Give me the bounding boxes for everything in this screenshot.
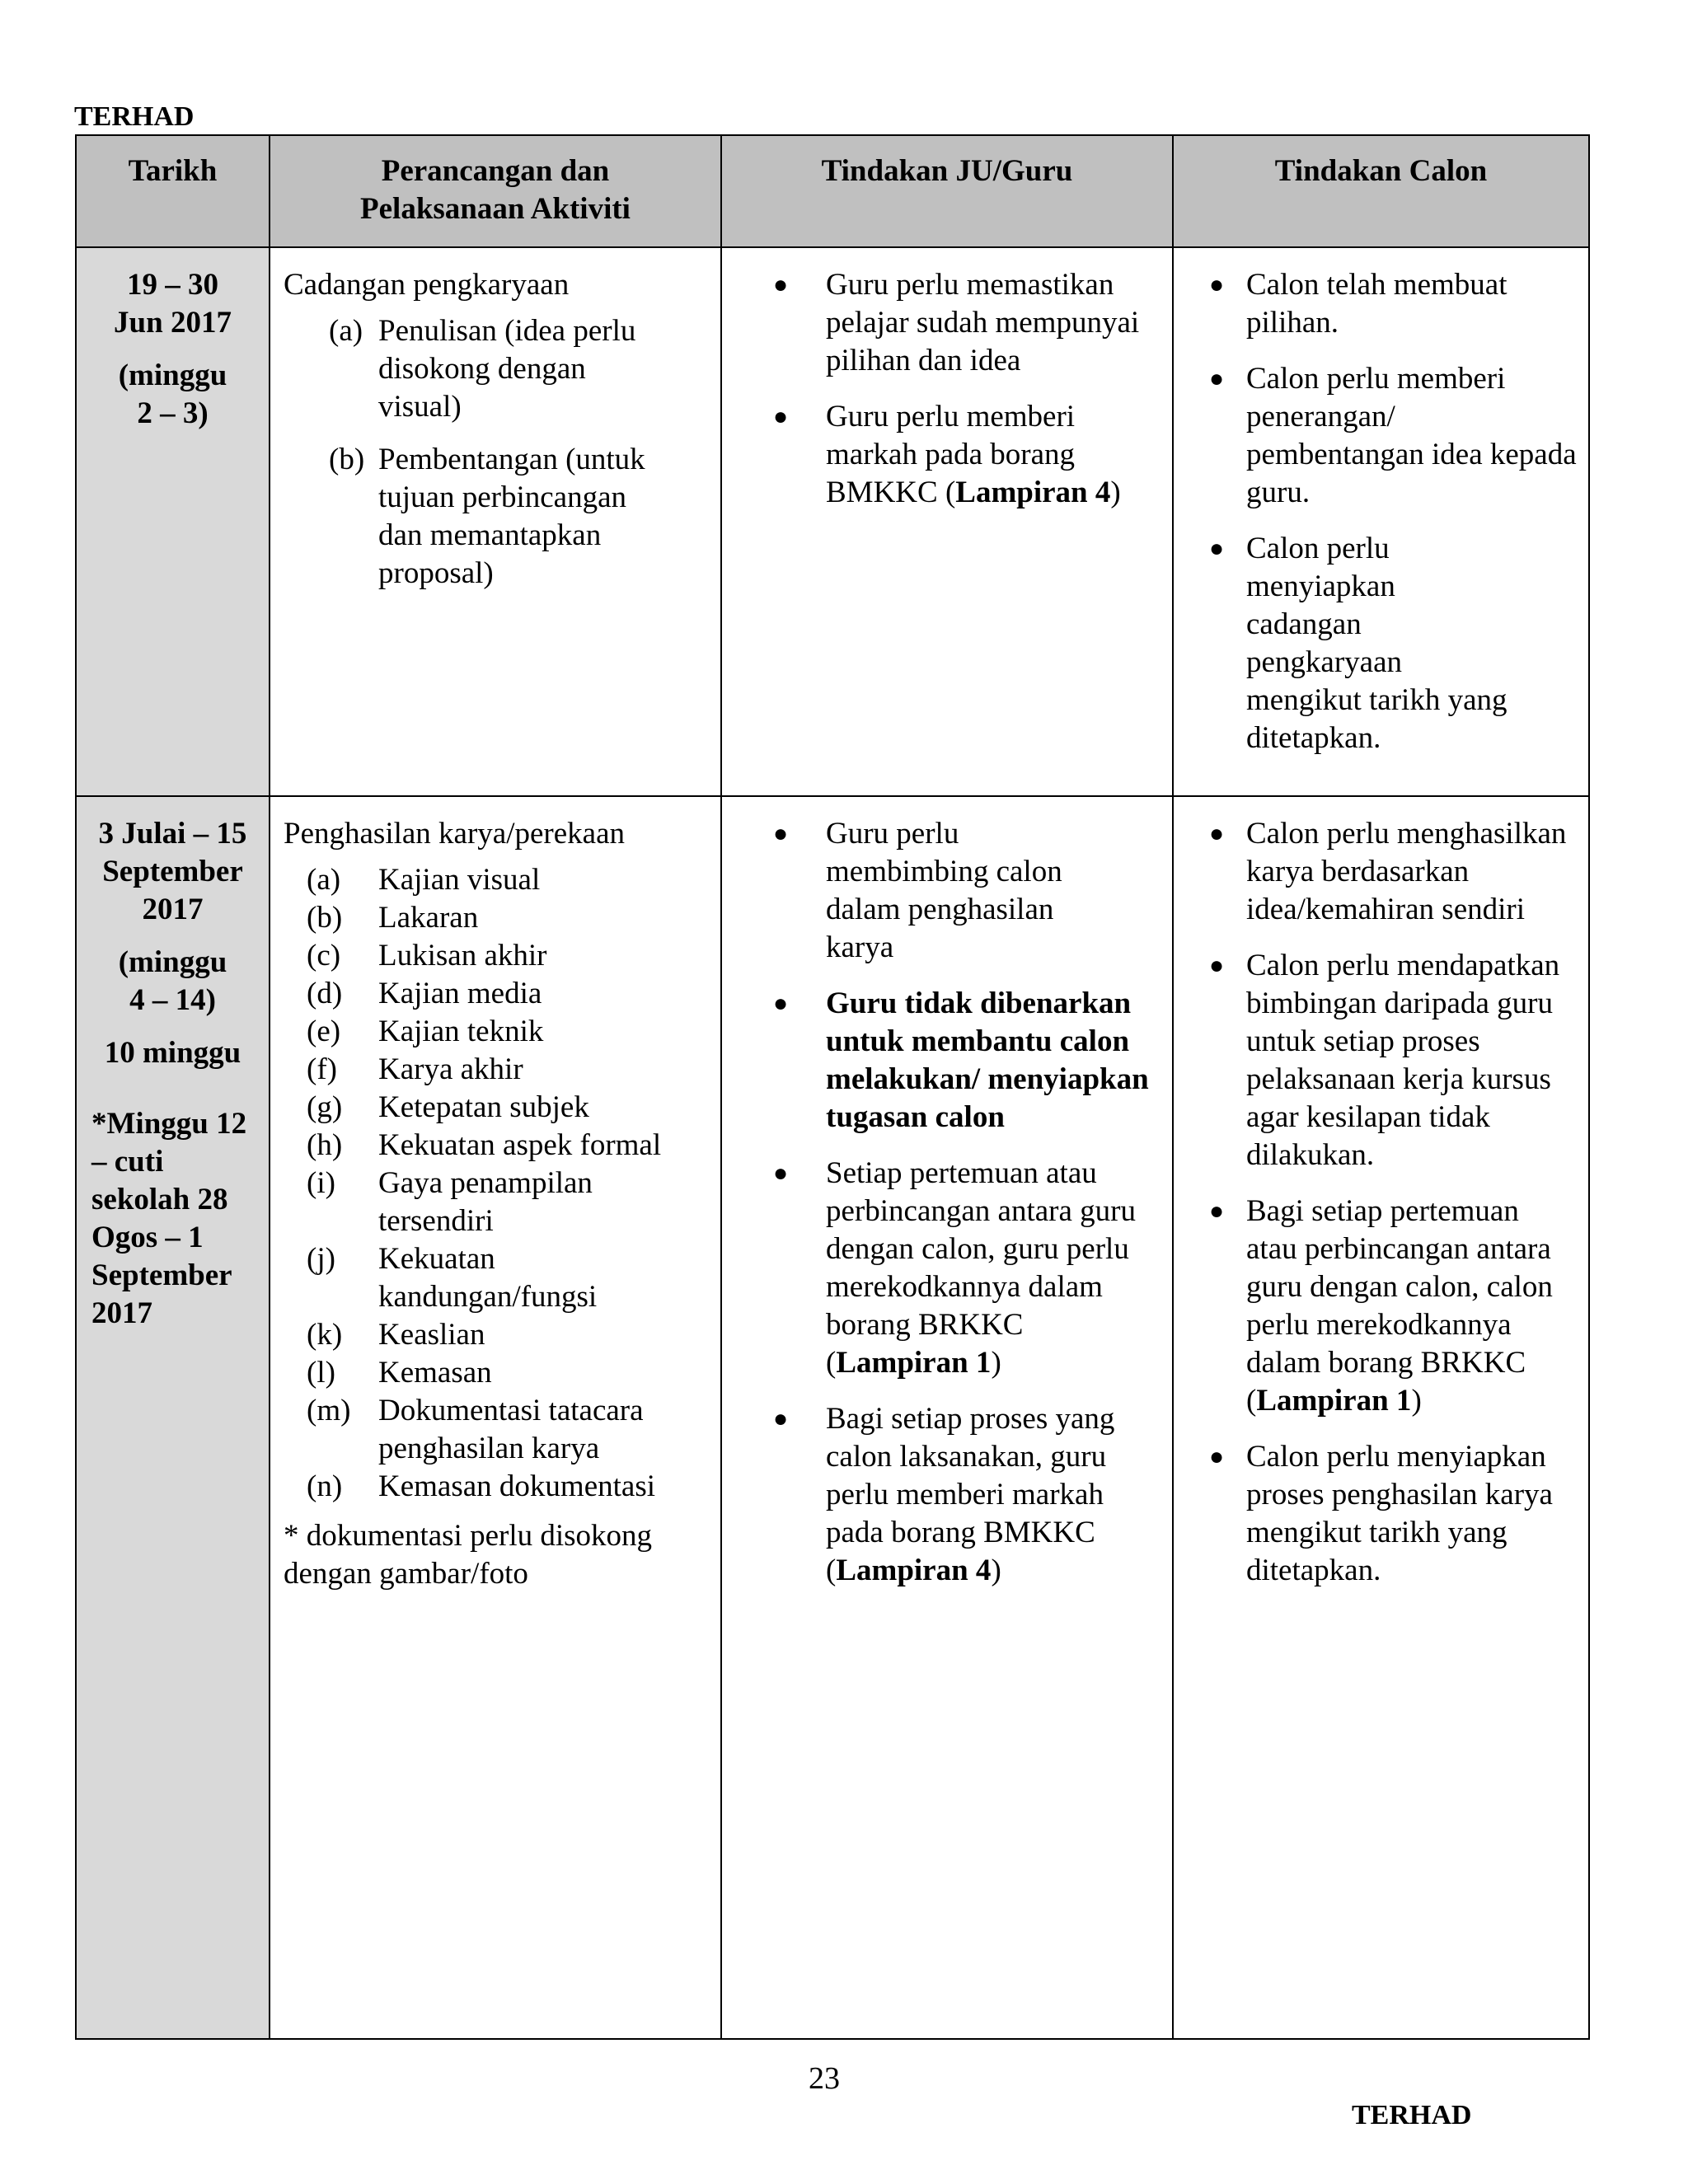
plan-title: Penghasilan karya/perekaan [284,817,626,851]
plan-item-list [284,312,709,593]
bullet-icon: ● [1208,1197,1225,1225]
bullet-icon: ● [1208,1443,1225,1470]
classification-header: TERHAD [74,101,195,132]
list-item: (i) Gaya penampilan tersendiri [307,1166,593,1238]
documentation-note: * dokumentasi perlu disokong dengan gambar/foto [284,1519,653,1591]
bullet-icon: ● [772,990,789,1017]
list-item: ● Bagi setiap pertemuan atau perbincangan antara guru dengan calon, calon perlu merekodkannya dalam borang BRKKC (Lampiran 1) [1187,1193,1577,1420]
list-item: (b) Pembentangan (untuk tujuan perbincangan dan memantapkan proposal) [329,443,645,590]
bullet-icon: ● [1208,820,1225,847]
table-header-row [76,135,1589,247]
list-item: (n) Kemasan dokumentasi [307,1469,655,1503]
bullet-icon: ● [772,271,789,298]
schedule-table [75,134,1590,2040]
list-item: (f) Karya akhir [307,1052,523,1086]
list-item: (l) Kemasan [307,1356,492,1390]
date-cell [76,796,270,2039]
planning-cell [270,796,721,2039]
candidate-action-list [1187,266,1577,757]
date-cell [76,247,270,796]
date-range: 3 Julai – 15 September 2017 [98,817,247,926]
list-item: (g) Ketepatan subjek [307,1090,589,1124]
list-item: (b) Lakaran [307,901,479,935]
list-item: ● Calon perlu memberi penerangan/ pembentangan idea kepada guru. [1187,360,1577,512]
bullet-icon: ● [1208,535,1225,562]
header-planning: Perancangan dan Pelaksanaan Aktiviti [270,135,721,247]
list-item: ● Calon perlu menghasilkan karya berdasarkan idea/kemahiran sendiri [1187,815,1577,929]
bullet-icon: ● [772,820,789,847]
header-date: Tarikh [76,135,270,247]
teacher-action-cell [721,796,1173,2039]
date-range: 19 – 30 Jun 2017 [114,268,232,340]
bullet-icon: ● [1208,271,1225,298]
list-item: ● Calon telah membuat pilihan. [1187,266,1577,342]
list-item: (e) Kajian teknik [307,1015,544,1048]
bullet-icon: ● [772,403,789,430]
candidate-action-list [1187,815,1577,1590]
planning-cell [270,247,721,796]
list-item: ● Calon perlu menyiapkan proses penghasilan karya mengikut tarikh yang ditetapkan. [1187,1438,1577,1590]
teacher-action-list [735,266,1160,512]
bullet-icon: ● [772,1405,789,1432]
week-range: (minggu 2 – 3) [118,359,227,430]
list-item: (k) Keaslian [307,1318,485,1352]
list-item: (m) Dokumentasi tatacara penghasilan karya [307,1394,644,1465]
list-item: ● Guru perlu memberi markah pada borang BMKKC (Lampiran 4) [735,398,1160,512]
list-item: ● Guru tidak dibenarkan untuk membantu calon melakukan/ menyiapkan tugasan calon [735,985,1160,1137]
week-count: 10 minggu [104,1036,241,1070]
list-item: (d) Kajian media [307,977,542,1010]
list-item: ● Calon perlu menyiapkan cadangan pengkaryaan mengikut tarikh yang ditetapkan. [1187,530,1577,757]
list-item: ● Calon perlu mendapatkan bimbingan daripada guru untuk setiap proses pelaksanaan kerja kursus agar kesilapan tidak dilakukan. [1187,947,1577,1174]
list-item: (j) Kekuatan kandungan/fungsi [307,1242,598,1314]
bullet-icon: ● [1208,952,1225,979]
bullet-icon: ● [1208,365,1225,392]
list-item: ● Guru perlu membimbing calon dalam penghasilan karya [735,815,1160,967]
header-candidate-action: Tindakan Calon [1173,135,1589,247]
table-row [76,247,1589,796]
list-item: (a) Kajian visual [307,863,541,897]
page-number: 23 [809,2061,840,2096]
bullet-icon: ● [772,1160,789,1187]
candidate-action-cell [1173,796,1589,2039]
classification-footer: TERHAD [1352,2100,1472,2130]
header-teacher-action: Tindakan JU/Guru [721,135,1173,247]
teacher-action-list [735,815,1160,1590]
list-item: (h) Kekuatan aspek formal [307,1128,662,1162]
holiday-note: *Minggu 12 – cuti sekolah 28 Ogos – 1 September 2017 [91,1107,247,1330]
plan-item-list [284,861,709,1506]
list-item: ● Bagi setiap proses yang calon laksanakan, guru perlu memberi markah pada borang BMKKC (Lampiran 4) [735,1400,1160,1590]
list-item: (c) Lukisan akhir [307,939,547,972]
candidate-action-cell [1173,247,1589,796]
list-item: ● Setiap pertemuan atau perbincangan antara guru dengan calon, guru perlu merekodkannya dalam borang BRKKC (Lampiran 1) [735,1155,1160,1382]
teacher-action-cell [721,247,1173,796]
table-row [76,796,1589,2039]
list-item: (a) Penulisan (idea perlu disokong dengan visual) [329,314,636,424]
plan-title: Cadangan pengkaryaan [284,268,570,302]
week-range: (minggu 4 – 14) [118,945,227,1017]
list-item: ● Guru perlu memastikan pelajar sudah mempunyai pilihan dan idea [735,266,1160,380]
